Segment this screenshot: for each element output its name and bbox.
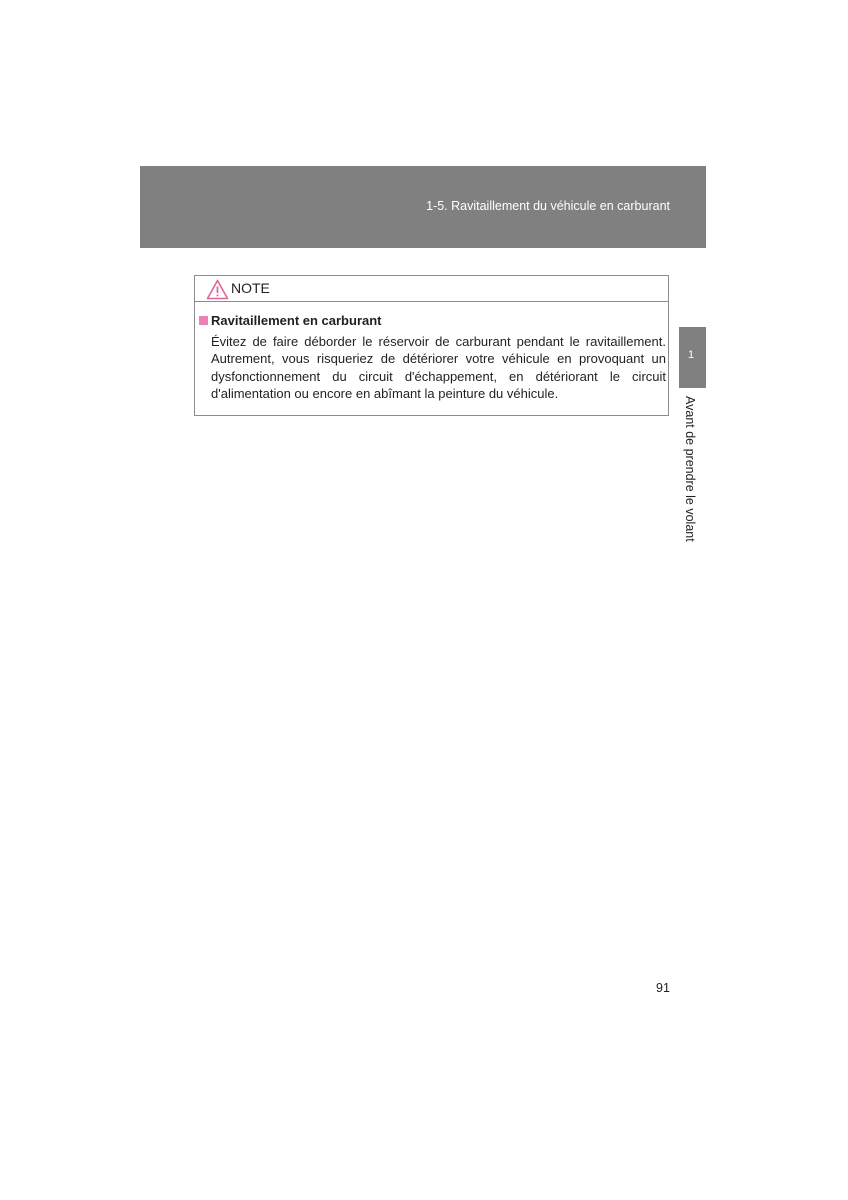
note-section-heading — [195, 312, 668, 330]
note-header — [195, 276, 668, 302]
chapter-side-label — [683, 396, 701, 556]
chapter-title: Avant de prendre le volant — [683, 396, 697, 542]
note-label: NOTE — [231, 280, 270, 296]
section-title: 1-5. Ravitaillement du véhicule en carburant — [426, 199, 670, 213]
note-box — [194, 275, 669, 416]
note-section-title: Ravitaillement en carburant — [211, 313, 382, 328]
note-section-body: Évitez de faire déborder le réservoir de carburant pendant le ravitaillement. Autrement, vous risqueriez de détériorer votre véhicule en provoquant un dysfonctionnement du circuit d'échappement, en détériorant le circuit d'alimentation ou encore en abîmant la peinture du véhicule. — [211, 334, 666, 402]
warning-triangle-icon — [206, 279, 229, 300]
chapter-number: 1 — [688, 349, 695, 361]
chapter-header-band — [140, 166, 706, 248]
pink-square-bullet-icon — [199, 316, 208, 325]
page-number: 91 — [656, 981, 670, 995]
note-section — [195, 312, 668, 403]
chapter-tab — [679, 327, 706, 388]
